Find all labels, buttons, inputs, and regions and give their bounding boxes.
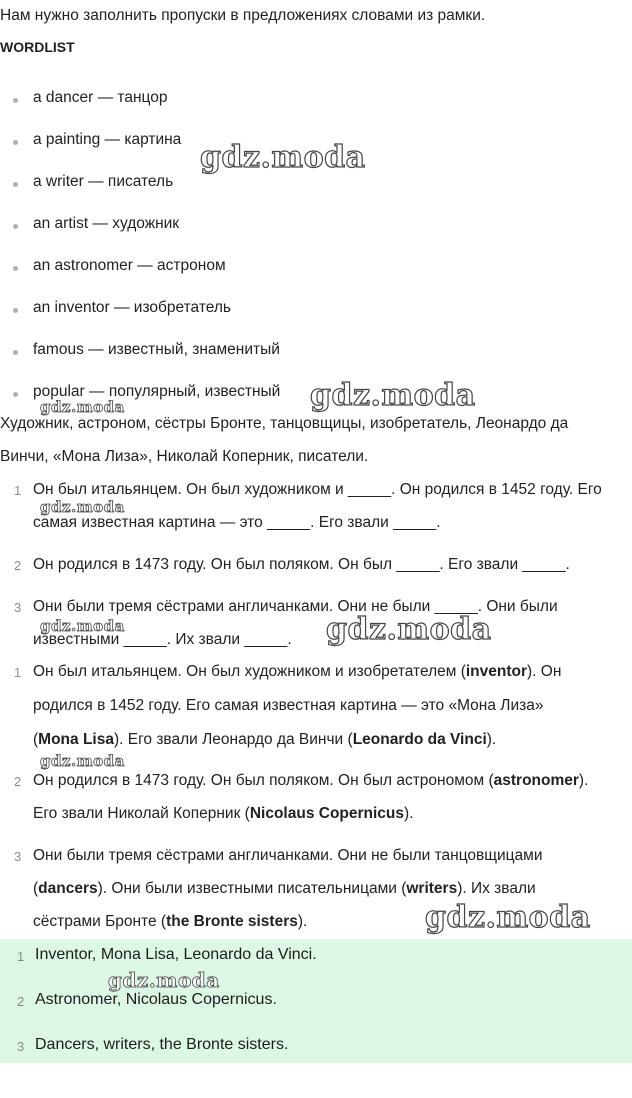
answer-line: Dancers, writers, the Bronte sisters. bbox=[35, 1036, 289, 1053]
bullet-icon bbox=[13, 350, 18, 355]
watermark: gdz.moda bbox=[40, 498, 125, 516]
watermark: gdz.moda bbox=[40, 398, 125, 416]
task-line: Они были тремя сёстрами англичанками. Они не были _____. Они были bbox=[33, 598, 558, 615]
wordlist-item: a writer — писатель bbox=[33, 173, 174, 190]
bullet-icon bbox=[13, 392, 18, 397]
task-line: известными _____. Их звали _____. bbox=[33, 631, 292, 648]
answer-number: 3 bbox=[17, 1039, 25, 1054]
answer-line: Astronomer, Nicolaus Copernicus. bbox=[35, 991, 277, 1008]
box-words-line1: Художник, астроном, сёстры Бронте, танцовщицы, изобретатель, Леонардо да bbox=[0, 415, 569, 432]
answer-number: 1 bbox=[17, 949, 25, 964]
task-line: Он был итальянцем. Он был художником и _____. Он родился в 1452 году. Его bbox=[33, 481, 602, 498]
task-line: Он родился в 1473 году. Он был поляком. Он был _____. Его звали _____. bbox=[33, 556, 570, 573]
wordlist-item: famous — известный, знаменитый bbox=[33, 341, 280, 358]
wordlist-item: an inventor — изобретатель bbox=[33, 299, 231, 316]
wordlist-item: an artist — художник bbox=[33, 215, 180, 232]
task-line: самая известная картина — это _____. Его звали _____. bbox=[33, 514, 441, 531]
bullet-icon bbox=[13, 266, 18, 271]
task-number: 2 bbox=[14, 558, 22, 573]
filled-line: родился в 1452 году. Его самая известная картина — это «Мона Лиза» bbox=[33, 697, 544, 714]
answer-number: 2 bbox=[17, 994, 25, 1009]
answers-box bbox=[0, 939, 632, 1063]
watermark: gdz.moda bbox=[326, 612, 492, 647]
filled-line: (Mona Lisa). Его звали Леонардо да Винчи (Leonardo da Vinci). bbox=[33, 731, 497, 748]
bullet-icon bbox=[13, 308, 18, 313]
filled-line: Они были тремя сёстрами англичанками. Они не были танцовщицами bbox=[33, 847, 543, 864]
task-number: 3 bbox=[14, 600, 22, 615]
bullet-icon bbox=[13, 98, 18, 103]
watermark: gdz.moda bbox=[108, 968, 220, 992]
filled-line: Он родился в 1473 году. Он был поляком. Он был астрономом (astronomer). bbox=[33, 772, 589, 789]
filled-number: 3 bbox=[14, 849, 22, 864]
wordlist-title: WORDLIST bbox=[0, 39, 75, 55]
task-number: 1 bbox=[14, 483, 22, 498]
bullet-icon bbox=[13, 224, 18, 229]
filled-line: сёстрами Бронте (the Bronte sisters). bbox=[33, 913, 308, 930]
wordlist-item: an astronomer — астроном bbox=[33, 257, 226, 274]
watermark: gdz.moda bbox=[310, 378, 476, 413]
bullet-icon bbox=[13, 182, 18, 187]
wordlist-item: a painting — картина bbox=[33, 131, 182, 148]
filled-line: Он был итальянцем. Он был художником и изобретателем (inventor). Он bbox=[33, 663, 562, 680]
wordlist-item: a dancer — танцор bbox=[33, 89, 168, 106]
filled-line: Его звали Николай Коперник (Nicolaus Copernicus). bbox=[33, 805, 414, 822]
intro-text: Нам нужно заполнить пропуски в предложениях словами из рамки. bbox=[0, 7, 486, 24]
filled-line: (dancers). Они были известными писательницами (writers). Их звали bbox=[33, 880, 536, 897]
answer-line: Inventor, Mona Lisa, Leonardo da Vinci. bbox=[35, 946, 317, 963]
wordlist-item: popular — популярный, известный bbox=[33, 383, 281, 400]
bullet-icon bbox=[13, 140, 18, 145]
watermark: gdz.moda bbox=[40, 617, 125, 635]
watermark: gdz.moda bbox=[425, 900, 591, 935]
watermark: gdz.moda bbox=[200, 140, 366, 175]
watermark: gdz.moda bbox=[40, 752, 125, 770]
filled-number: 1 bbox=[14, 665, 22, 680]
box-words-line2: Винчи, «Мона Лиза», Николай Коперник, писатели. bbox=[0, 448, 369, 465]
filled-number: 2 bbox=[14, 774, 22, 789]
